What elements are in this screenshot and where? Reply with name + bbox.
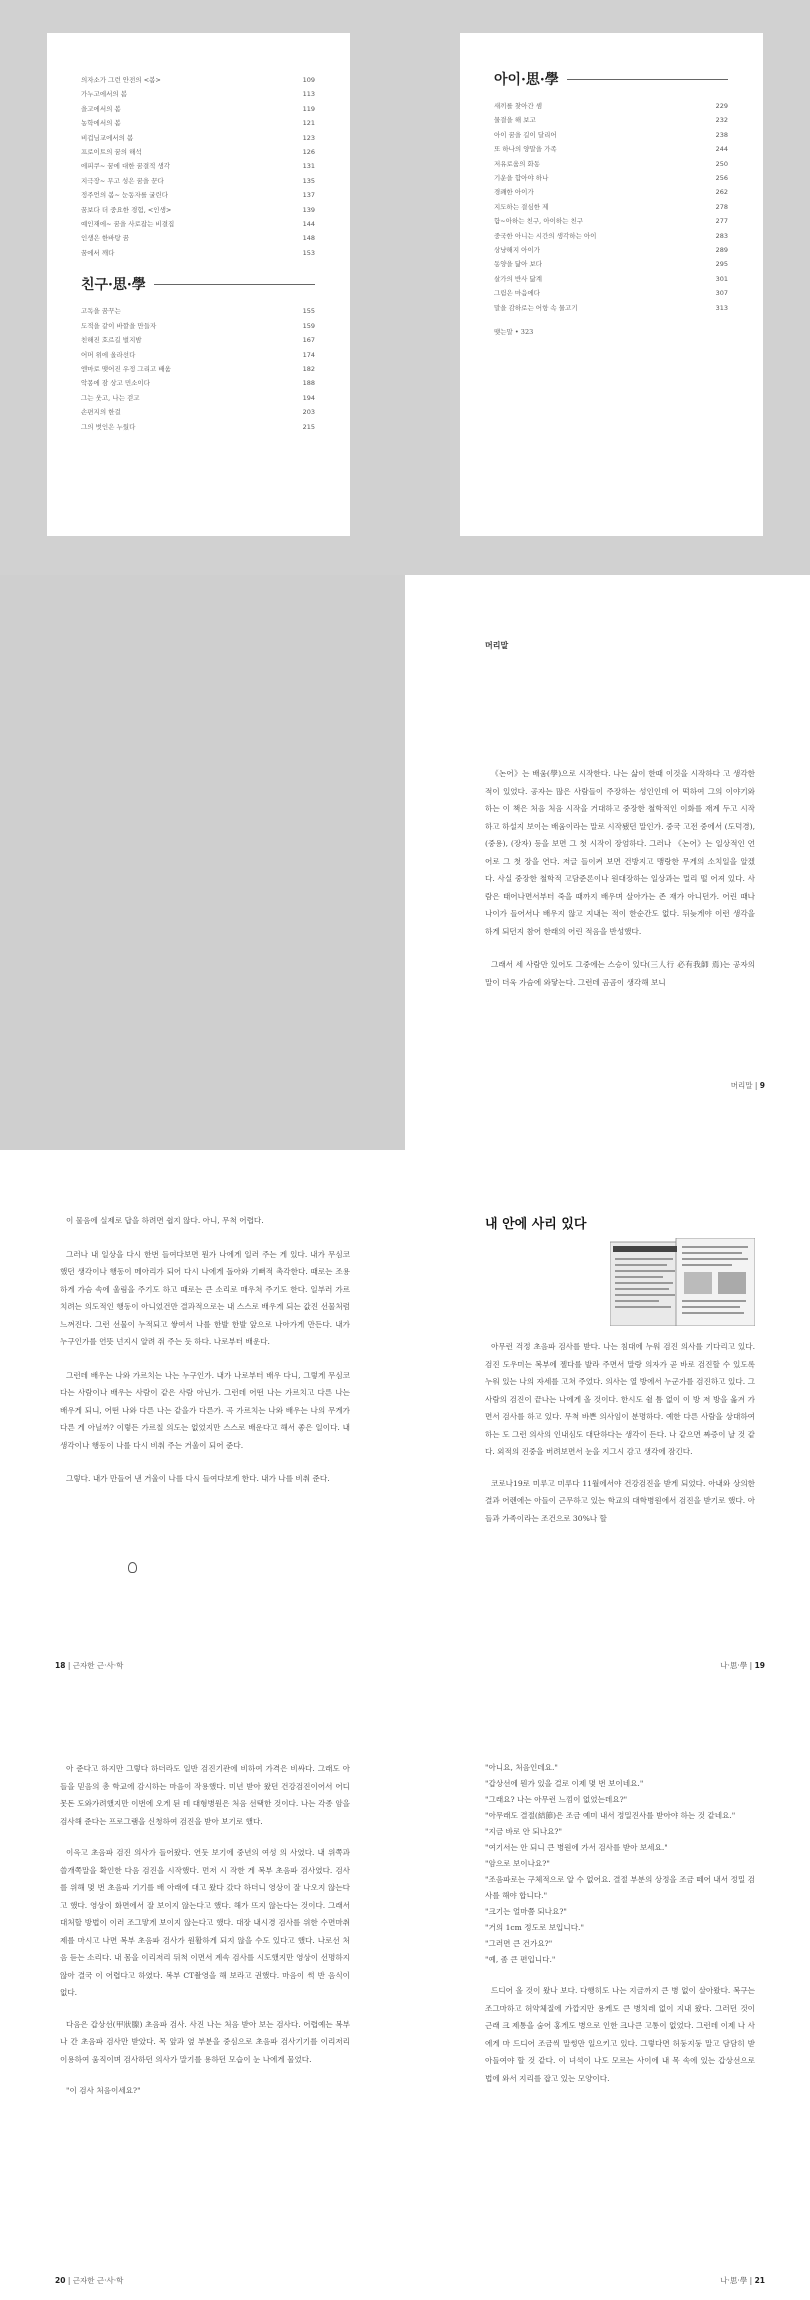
toc-entry-page: 256 [715,174,728,183]
toc-entry-page: 232 [715,116,728,125]
toc-entry-page: 137 [302,191,315,200]
folio-label: 근자한 근·사·학 [72,1661,124,1670]
toc-entry-page: 167 [302,336,315,345]
preface-spread [0,575,810,1150]
blank-page [0,575,405,1150]
toc-entry-page: 182 [302,364,315,373]
toc-entry-title: 프로이트의 꿈의 해석 [81,148,142,157]
page-20 [0,1725,405,2300]
toc-entry-page: 121 [302,119,315,128]
folio: 머리말 | 9 [730,1081,765,1090]
toc-entry-page: 283 [715,231,728,240]
toc-entry [81,159,315,173]
toc-section-title: 아이·思·學 [494,72,559,88]
toc-entry [81,348,315,362]
toc-entry-title: 지극장~ 무고 성은 꿈을 꾼다 [81,176,164,185]
toc-entry [81,319,315,333]
toc-entry-title: 도적을 같이 바깥을 만들자 [81,321,157,330]
toc-entry-title: 가누고에서의 봄 [81,90,128,99]
toc-entry-title: 인생은 한바탕 꿈 [81,234,130,243]
toc-entry-title: 에피쿠~ 꿈에 대한 꿈결적 생각 [81,162,171,171]
toc-entry [494,113,728,127]
toc-entry [494,128,728,142]
toc-entry-page: 307 [715,289,728,298]
toc-entry-title: 새끼를 찾아간 셈 [494,102,543,110]
toc-page-left [47,33,350,536]
toc-entry-title: 비겁님교에서의 봄 [81,133,134,142]
ultrasound-image-2 [718,1272,746,1294]
toc-entry-page: 278 [715,202,728,211]
dialogue-line: "갑상선에 뭔가 있을 걸로 이제 몇 번 보이네요." [485,1779,644,1788]
toc-entry [494,157,728,171]
section-rule [567,79,728,80]
toc-entry [81,304,315,318]
toc-entry-title: 그의 벗인은 누웠다 [81,422,136,431]
toc-entry [81,231,315,245]
toc-entry-title: 저유로움의 화동 [494,159,541,168]
toc-entry [81,246,315,260]
ultrasound-image-1 [684,1272,712,1294]
toc-entry-page: 244 [715,145,728,154]
section-rule [154,284,315,285]
toc-entry-title: 또 하나의 양말을 가족 [494,145,557,154]
toc-entry [81,362,315,376]
paragraph: 그래서 세 사람만 있어도 그중에는 스승이 있다(三人行 必有我師 焉)는 공자의 말이 더욱 가슴에 와닿는다. 그런데 곰곰이 생각해 보니 [485,960,755,987]
toc-entry [81,405,315,419]
toc-entry-page: 277 [715,217,728,226]
folio-number: 19 [754,1661,765,1670]
dialogue-line: "아무래도 결절(結節)은 조금 예미 내서 정밀진사를 받아야 하는 것 같네요." [485,1811,736,1820]
preface-body [485,765,755,991]
toc-entry-title: 손편지의 한걸 [81,408,121,417]
paragraph: 이 물음에 실제로 답을 하려면 쉽지 않다. 아니, 무척 어렵다. [66,1216,264,1225]
toc-entry-title: 꿈보다 더 중요한 경험, <인생> [81,205,172,214]
toc-entry-title: 그림은 마음에다 [494,289,541,298]
paragraph: 그런데 배우는 나와 가르치는 나는 누구인가. 내가 나로부터 배우 다니, 그렇게 무심코 다는 사람이나 배우는 사람이 같은 사람 아닌가. 그런데 어떤 나는 가르치고 다른 나는 배우게 되니, 어떤 나와 다른 나는 같을가 다른가. 곡 가르치는 나와 배우는 나의 무게가 다른 게 아닐까? 이렇든 가르칠 의도는 없었지만 스스로 배운다고 해서 좋은 일이다. 내 생각이나 행동이 나를 다시 비춰 주는 거울이 되어 준다. [60,1370,350,1450]
toc-page-right [460,33,763,536]
dialogue-line: "암으로 보이나요?" [485,1859,550,1868]
toc-entry-page: 238 [715,130,728,139]
dialogue-line: "지금 바로 안 되나요?" [485,1827,562,1836]
toc-entry [494,229,728,243]
toc-entry-title: 친해진 호르길 벌지밤 [81,336,142,345]
toc-entry-page: 229 [715,102,728,110]
toc-entry [494,185,728,199]
toc-entry-title: 경쾌한 아이가 [494,188,534,197]
toc-entry [494,257,728,271]
toc-entry-title: 살가의 반사 닮계 [494,274,543,283]
folio-label: 나·思·學 [720,1661,748,1670]
toc-list-3 [494,99,728,315]
toc-entry [81,391,315,405]
folio-label: 머리말 [730,1081,753,1090]
folio-label: 근자한 근·사·학 [72,2276,124,2285]
toc-entry-page: 250 [715,159,728,168]
paragraph: 코로나19로 미루고 미루다 11월에서야 건강검진을 받게 되었다. 아내와 상의한 결과 어렌에는 아들이 근무하고 있는 학교의 대학병원에서 검진을 받기로 했다. 아들과 가족이라는 조건으로 30%나 할 [485,1478,755,1523]
paragraph: 드디어 올 것이 왔나 보다. 다행히도 나는 지금까지 큰 병 없이 살아왔다. 복구는 조그마하고 허약체질에 가깝지만 용케도 큰 병치레 없이 지내 왔다. 그러던 것이 근래 크 제통을 숨어 홍게도 병으로 인한 크나큰 고통이 없었다. 그런데 이제 나 사에게 마 드디어 조금씩 말썽만 일으키고 있다. 그렇다면 허둥지둥 말고 담담히 받아들여야 할 것 같다. 이 녀석이 나도 모르는 사이에 내 목 속에 있는 갑상선으로 법에 와서 지리를 잡고 있는 모양이다. [485,1986,755,2083]
toc-entry [494,286,728,300]
folio: 18 | 근자한 근·사·학 [55,1661,124,1670]
toc-entry [81,73,315,87]
toc-entry [494,200,728,214]
toc-entry-title: 기운을 합아야 하나 [494,174,549,183]
toc-entry-page: 109 [302,76,315,84]
dialogue-line: "그러면 큰 건가요?" [485,1939,553,1948]
toc-entry-title: 지도하는 결심한 제 [494,202,549,211]
toc-entry-page: 159 [302,321,315,330]
toc-entry-title: 물결을 해 보고 [494,116,536,125]
toc-entry-title: 동양을 닮아 보다 [494,260,543,269]
toc-entry-page: 289 [715,246,728,255]
chapter-title: 내 안에 사리 있다 [485,1217,587,1232]
toc-entry-title: 농학에서의 봄 [81,119,121,128]
page-18-body [60,1212,350,1488]
toc-entry [81,87,315,101]
folio-number: 18 [55,1661,66,1670]
toc-entry [494,243,728,257]
toc-entry [81,376,315,390]
toc-footer: 맺는말 • 323 [494,328,534,337]
toc-entry-title: 상냥해지 아이가 [494,246,541,255]
paragraph: 그렇다. 내가 만들어 낸 거울이 나를 다시 들여다보게 한다. 내가 나를 비춰 준다. [66,1474,330,1483]
toc-list-2 [81,304,315,434]
toc-entry [81,333,315,347]
page-19-body [485,1338,755,1527]
toc-entry-page: 174 [302,350,315,359]
toc-entry [494,214,728,228]
toc-entry-page: 313 [715,303,728,312]
dialogue-line: "그래요? 나는 아무런 느낌이 없었는데요?" [485,1795,628,1804]
toc-section-friend [81,274,315,294]
page-18 [0,1150,405,1725]
dialogue-line: "크기는 얼마쯤 되나요?" [485,1907,567,1916]
document-photo-image [610,1238,755,1326]
toc-entry [494,272,728,286]
toc-entry-page: 135 [302,176,315,185]
toc-entry-page: 126 [302,148,315,157]
toc-entry-page: 144 [302,220,315,229]
toc-entry-title: 악몽에 잠 상고 민소이다 [81,379,150,388]
toc-entry-page: 188 [302,379,315,388]
dialogue-line: "아니요, 처음인데요." [485,1763,558,1772]
toc-spread [0,0,810,575]
toc-entry-title: 정주언의 봄~ 눈동자를 굴린다 [81,191,168,200]
page-20-body [60,1760,350,2100]
paragraph: 이윽고 초음파 검진 의사가 들어왔다. 연둣 보기에 중년의 여성 의 사였다. 내 위쪽과 쓸개쪽말을 확인한 다음 검진을 시작했다. 먼저 시 작한 게 복부 초음파 검사였다. 검사를 위해 몇 번 초음파 기기를 배 아래에 대고 왔다 갔다 하더니 영상이 잘 나오지 않는다고 했다. 영상이 화면에서 잘 보이지 않는다고 했다. 해가 뜨지 않는다는 것이다. 그래서 대처할 방법이 이러 조그맣게 보이지 않는다고 했다. 대장 내시경 검사를 위한 수면마취제를 마시고 나면 복부 초음파 검사가 원활하게 되지 않을 수도 있다고 했다. 나로선 처음 듣는 소리다. 내 몸을 이리저리 뒤척 이면서 계속 검사를 시도했지만 영상이 선명하지 않아 결국 이 어렵다고 하였다. 복부 CT촬영을 해 보라고 권했다. 마음이 썩 반 음식이 없다. [60,1848,350,1997]
toc-entry [81,131,315,145]
dialogue-line: "여기서는 안 되니 큰 병원에 가서 검사를 받아 보세요." [485,1843,668,1852]
toc-entry-title: 어머 위에 올라선다 [81,350,136,359]
preface-header: 머리말 [485,641,509,650]
folio-number: 21 [754,2276,765,2285]
page-9 [405,575,810,1150]
toc-entry-page: 215 [302,422,315,431]
paragraph: 그러나 내 일상을 다시 한번 들여다보면 뭔가 나에게 일러 주는 게 있다. 내가 무심코 했던 생각이나 행동이 메아리가 되어 다시 나에게 돌아와 기뻐적 촉각한다. 때로는 조용하게 가슴 속에 울림을 주기도 하고 때로는 큰 소리로 매우쳐 주기도 한다. 일부러 가르치려는 의도적인 행동이 아니었건만 결과적으로는 내 스스로 배우게 되는 값진 선물처럼 느껴진다. 그런 선물이 누적되고 쌓여서 나를 한발 한발 앞으로 나아가게 만든다. 내가 누구인가를 언뜻 넌지시 알려 줘 주는 듯 하다. 나로부터 배운다. [60,1249,350,1346]
toc-entry-page: 295 [715,260,728,269]
toc-entry-title: 엔마로 맺어진 우정 그리고 배움 [81,364,171,373]
toc-entry-title: 꿈에서 깨다 [81,248,115,257]
toc-list-1 [81,73,315,260]
toc-entry-page: 155 [302,307,315,316]
toc-entry-title: 중국한 아니는 시간의 생각하는 아이 [494,231,597,240]
form-header-bar [613,1246,677,1252]
toc-entry-page: 123 [302,133,315,142]
toc-entry-title: 고독을 꿈꾸는 [81,307,121,316]
toc-entry-page: 139 [302,205,315,214]
folio: 나·思·學 | 21 [720,2276,765,2285]
toc-entry [81,188,315,202]
paragraph: 아 준다고 하지만 그렇다 하더라도 일반 검진기관에 비하여 가격은 비싸다. 그래도 아들을 믿음의 총 학교에 감시하는 마음이 작용했다. 미년 받아 왔던 건강검진이어서 어디 못돈 도와가려했지만 이번에 오게 된 데 대형병원은 처음 선택한 것이다. 나는 각종 암을 검사해 준다는 프로그램을 신청하여 검진을 받아 보기로 했다. [60,1764,350,1826]
toc-entry-page: 153 [302,248,315,257]
toc-entry [494,171,728,185]
toc-entry-title: 을고에서의 봄 [81,104,121,113]
toc-entry [81,174,315,188]
dialogue-line: "조음파로는 구체적으로 알 수 없어요. 결절 부분의 상정을 조금 떼어 내서 정밀 검사를 해야 합니다." [485,1875,755,1900]
toc-entry-page: 113 [302,90,315,99]
toc-section-child [494,69,728,89]
folio-label: 나·思·學 [720,2276,748,2285]
toc-entry [81,116,315,130]
folio-number: 20 [55,2276,66,2285]
toc-entry [81,420,315,434]
paragraph: 아무런 걱정 초음파 검사를 받다. 나는 침대에 누워 검진 의사를 기다리고 있다. 검진 도우미는 복부에 젤다를 발라 주면서 말랑 의자가 곧 바로 검진할 수 있도록 누워 있는 나의 자세를 고쳐 주었다. 의사는 열 방에서 누군가를 검진하고 있다. 그 사람의 검진이 끝나는 나에게 올 것이다. 한시도 쉴 틈 없이 이 방 저 방을 옮겨 가면서 검사를 하고 있다. 무척 바쁜 의사임이 분명하다. 예한 다른 사람을 상대하여 하는 도 그런 의사의 인내심도 대단하다는 생각이 든다. 나 같으면 짜증이 날 것 같다. 외적의 진중을 버려보면서 눈을 지그시 감고 생각에 잠긴다. [485,1342,755,1456]
toc-entry-page: 148 [302,234,315,243]
toc-entry-page: 194 [302,393,315,402]
paragraph: "이 검사 처음이세요?" [66,2086,141,2095]
lightbulb-icon [128,1562,137,1573]
page-21 [405,1725,810,2300]
toc-entry [81,145,315,159]
page-21-body [485,1760,755,2087]
toc-entry-title: 함~아하는 친구, 아이하는 친구 [494,217,584,226]
toc-entry [494,99,728,113]
toc-entry-title: 예인재에~ 꿈을 사로잡는 비결집 [81,220,175,229]
toc-entry-page: 119 [302,104,315,113]
toc-entry-title: 그는 웃고, 나는 걷고 [81,393,140,402]
page-19 [405,1150,810,1725]
spread-20-21 [0,1725,810,2300]
dialogue-line: "예, 좀 큰 편입니다." [485,1955,556,1964]
toc-entry-page: 203 [302,408,315,417]
paragraph: 《논어》는 배움(學)으로 시작한다. 나는 삶이 한때 이것을 시작하다 고 생각한 적이 있었다. 공자는 많은 사람들이 주장하는 성인인데 어 떡하여 그의 이야기와 하는 이 책은 처음 처음 시작을 거대하고 중장한 철학적인 이화를 재계 두고 시작하고 하설지 보이는 배움이라는 말로 시작됐던 말인가. 중국 고전 중에서 (도덕경), (중용), (장자) 등을 보면 그 첫 시작이 장엄하다. 그러나 《논어》는 일상적인 언어로 그 첫 장을 연다. 저글 들이켜 보면 건방지고 맹랑한 무게의 소치일을 알겠 다. 사실 중장한 철학적 고담준론이나 원대장하는 일상과는 멀리 떨 어져 있다. 사람은 태어나면서부터 죽을 때까지 배우며 살아가는 존 재가 아니던가. 어린 때나 나이가 들어서나 배우지 않고 지내는 적이 한순간도 없다. 뒤늦게야 이런 생각을 하게 되던지 참어 한래의 어린 적음을 반성했다. [485,769,755,936]
toc-entry [81,102,315,116]
toc-entry-title: 아이 꿈을 길이 달리어 [494,130,557,139]
toc-entry [81,217,315,231]
folio: 20 | 근자한 근·사·학 [55,2276,124,2285]
toc-entry-page: 131 [302,162,315,171]
spread-18-19 [0,1150,810,1725]
toc-entry [494,142,728,156]
document-photo [610,1238,755,1326]
folio: 나·思·學 | 19 [720,1661,765,1670]
toc-entry-page: 301 [715,274,728,283]
dialogue-line: "거의 1cm 정도로 보입니다." [485,1923,584,1932]
toc-section-title: 친구·思·學 [81,277,146,294]
toc-entry-page: 262 [715,188,728,197]
toc-entry-title: 의자소가 그런 안전의 <봄> [81,76,161,84]
toc-entry [494,301,728,315]
paragraph: 다음은 갑상선(甲狀腺) 초음파 검사. 사진 나는 처음 받아 보는 검사다. 어렵예는 복부나 간 초음파 검사만 받았다. 목 앞과 옆 부분을 중심으로 초음파 검사기기를 이리저리 이용하여 움직이며 검사하던 의사가 말기를 용하던 모습이 눈 나에게 물었다. [60,2019,350,2064]
folio-number: 9 [759,1081,765,1090]
toc-entry-title: 말을 감하로는 어항 속 물고기 [494,303,578,312]
toc-entry [81,203,315,217]
